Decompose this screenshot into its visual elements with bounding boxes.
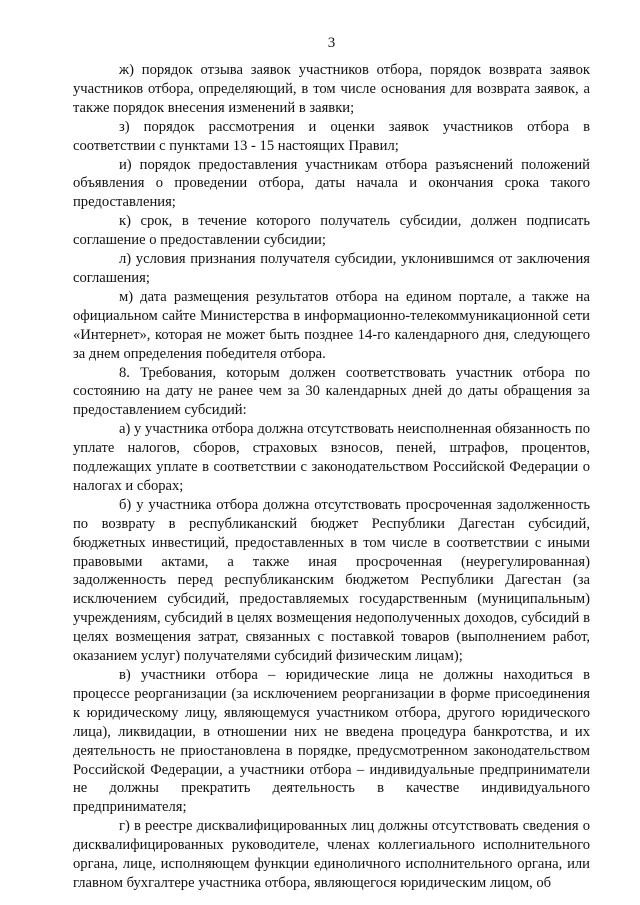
paragraph-8: 8. Требования, которым должен соответствовать участник отбора по состоянию на дату не ранее чем за 30 календарных дней до даты обращения за предоставлением субсидий: xyxy=(73,364,590,419)
paragraph-a: а) у участника отбора должна отсутствовать неисполненная обязанность по уплате налогов, сборов, страховых взносов, пеней, штрафов, процентов, подлежащих уплате в соответствии с законодательством Российской Федерации о налогах и сборах; xyxy=(73,421,590,494)
paragraph-l: л) условия признания получателя субсидии, уклонившимся от заключения соглашения; xyxy=(73,251,590,286)
paragraph-z: з) порядок рассмотрения и оценки заявок участников отбора в соответствии с пунктами 13 - 15 настоящих Правил; xyxy=(73,118,590,154)
document-page xyxy=(73,34,590,893)
paragraph-m: м) дата размещения результатов отбора на едином портале, а также на официальном сайте Министерства в информационно-телекоммуникационной сети «Интернет», которая не может быть позднее 14-го календарного дня, следующего за днем определения победителя отбора. xyxy=(73,288,590,362)
paragraph-b: б) у участника отбора должна отсутствовать просроченная задолженность по возврату в республиканский бюджет Республики Дагестан субсидий, бюджетных инвестиций, предоставленных в том числе в соответствии с иными правовыми актами, а также иная просроченная (неурегулированная) задолженность перед республиканским бюджетом Республики Дагестан (за исключением субсидий, предоставляемых государственным (муниципальным) учреждениям, субсидий в целях возмещения недополученных доходов, субсидий в целях возмещения затрат, связанных с поставкой товаров (выполнением работ, оказанием услуг) получателями субсидий физическим лицам); xyxy=(73,496,590,665)
paragraph-g: г) в реестре дисквалифицированных лиц должны отсутствовать сведения о дисквалифицированных руководителе, членах коллегиального исполнительного органа, лице, исполняющем функции единоличного исполнительного органа, или главном бухгалтере участника отбора, являющегося юридическим лицом, об xyxy=(73,818,590,891)
paragraph-i: и) порядок предоставления участникам отбора разъяснений положений объявления о проведении отбора, даты начала и окончания срока такого предоставления; xyxy=(73,156,590,211)
paragraph-v: в) участники отбора – юридические лица не должны находиться в процессе реорганизации (за исключением реорганизации в форме присоединения к юридическому лицу, являющемуся участником отбора, другого юридического лица), ликвидации, в отношении них не введена процедура банкротства, и их деятельность не приостановлена в порядке, предусмотренном законодательством Российской Федерации, а участники отбора – индивидуальные предприниматели не должны прекратить деятельность в качестве индивидуального предпринимателя; xyxy=(73,667,590,816)
page-number: 3 xyxy=(327,35,336,51)
paragraph-k: к) срок, в течение которого получатель субсидии, должен подписать соглашение о предоставлении субсидии; xyxy=(73,213,590,249)
paragraph-zh: ж) порядок отзыва заявок участников отбора, порядок возврата заявок участников отбора, определяющий, в том числе основания для возврата заявок, а также порядок внесения изменений в заявки; xyxy=(73,62,590,116)
